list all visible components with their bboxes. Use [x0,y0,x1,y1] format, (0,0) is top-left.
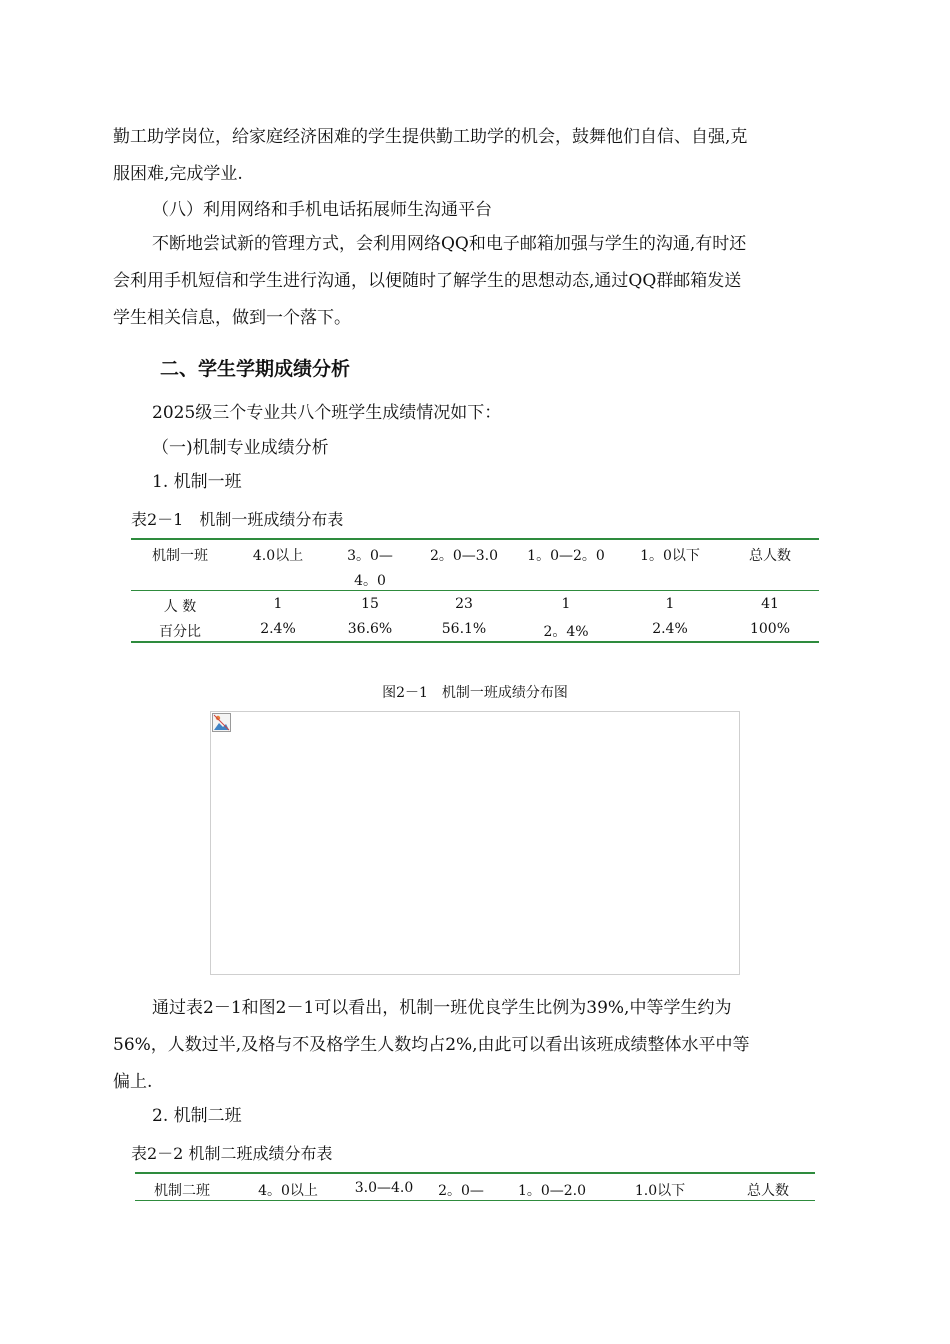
table-mid-rule [135,1200,815,1201]
paragraph-line: 学生相关信息，做到一个落下。 [113,308,351,328]
table-cell: 2.4% [260,621,296,637]
table-header-cell: 2。0— [438,1183,484,1199]
table-cell: 人 数 [163,599,197,615]
table-header-cell: 1.0以下 [634,1183,686,1199]
table-cell: 23 [455,596,473,612]
table-cell: 百分比 [159,624,201,640]
figure-caption: 图2－1 机制一班成绩分布图 [382,685,568,701]
table-header-cell: 2。0—3.0 [429,548,499,564]
table-caption: 表2－2 机制二班成绩分布表 [131,1144,333,1163]
table-cell: 1 [561,596,571,612]
broken-image-icon [212,713,231,732]
table-cell: 2.4% [652,621,688,637]
table-header-cell: 总人数 [749,548,791,564]
table-cell: 1 [665,596,675,612]
table-header-cell: 1。0以下 [640,548,700,564]
table-header-cell: 机制二班 [154,1183,210,1199]
table-cell: 56.1% [441,621,487,637]
subsection-title: （一)机制专业成绩分析 [152,438,329,458]
table-cell: 15 [361,596,379,612]
table-cell: 2。4% [543,624,589,640]
table-header-cell-wrap: 4。0 [354,573,386,589]
paragraph-line: 服困难,完成学业. [113,164,243,184]
figure-placeholder [210,711,740,975]
table-header-cell: 4.0以上 [252,548,304,564]
subsection-title: （八）利用网络和手机电话拓展师生沟通平台 [152,200,492,220]
table-header-cell: 3。0— [347,548,393,564]
table-header-cell: 机制一班 [152,548,208,564]
table-header-cell: 1。0—2.0 [517,1183,587,1199]
table-mid-rule [131,590,819,591]
table-cell: 36.6% [347,621,393,637]
paragraph-line: 偏上. [113,1072,153,1092]
section-heading: 二、学生学期成绩分析 [160,358,351,380]
paragraph-line: 会利用手机短信和学生进行沟通，以便随时了解学生的思想动态,通过QQ群邮箱发送 [113,271,742,291]
table-header-cell: 4。0以上 [258,1183,318,1199]
list-item: 2. 机制二班 [152,1106,242,1126]
table-top-rule [135,1172,815,1174]
table-header-cell: 总人数 [747,1183,789,1199]
table-cell: 1 [273,596,283,612]
table-caption: 表2－1 机制一班成绩分布表 [131,510,344,529]
list-item: 1. 机制一班 [152,472,242,492]
table-top-rule [131,538,819,540]
section-intro: 2025级三个专业共八个班学生成绩情况如下： [152,403,502,423]
paragraph-line: 不断地尝试新的管理方式，会利用网络QQ和电子邮箱加强与学生的沟通,有时还 [152,234,747,254]
table-header-cell: 3.0—4.0 [354,1180,414,1196]
table-cell: 100% [749,621,791,637]
table-bottom-rule [131,641,819,643]
table-header-cell: 1。0—2。0 [527,548,605,564]
paragraph-line: 56%，人数过半,及格与不及格学生人数均占2%,由此可以看出该班成绩整体水平中等 [113,1035,750,1055]
table-cell: 41 [761,596,779,612]
paragraph-line: 勤工助学岗位，给家庭经济困难的学生提供勤工助学的机会，鼓舞他们自信、自强,克 [113,127,748,147]
paragraph-line: 通过表2－1和图2－1可以看出，机制一班优良学生比例为39%,中等学生约为 [152,998,732,1018]
